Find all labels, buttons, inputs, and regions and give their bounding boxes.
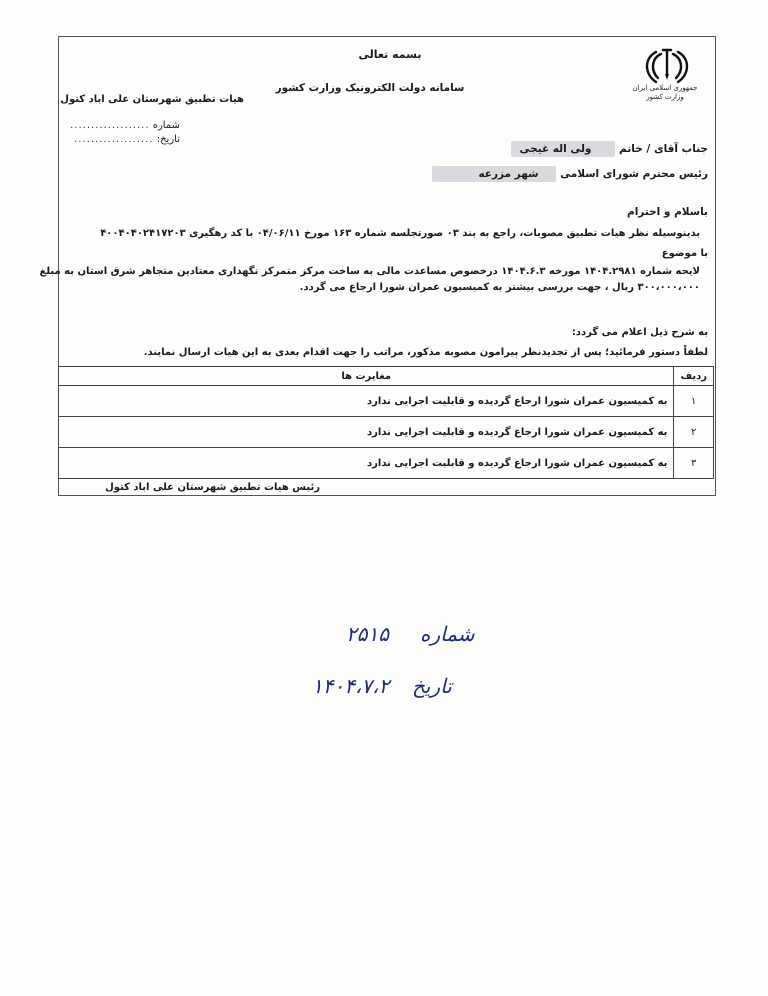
reference-line: بدینوسیله نظر هیات تطبیق مصوبات، راجع به بند ۰۳ صورتجلسه شماره ۱۶۳ مورخ ۰۴/۰۶/۱۱ با کد رهگیری ۴۰۰۴۰۴۰۲۴۱۷۲۰۳ bbox=[100, 228, 700, 239]
table-row bbox=[59, 417, 714, 448]
row-index: ۳ bbox=[674, 448, 714, 479]
handwritten-date: ۱۴۰۴،۷،۲ bbox=[312, 674, 390, 698]
row-text: به کمیسیون عمران شورا ارجاع گردیده و قابلیت اجرایی ندارد bbox=[59, 448, 674, 479]
subject-line-1: لایحه شماره ۱۴۰۴.۲۹۸۱ مورخه ۱۴۰۴.۶.۳ درخصوص مساعدت مالی به ساخت مرکز متمرکز نگهداری معتادین متجاهر شرق استان به مبلغ bbox=[39, 266, 700, 277]
date-label: تاریخ: bbox=[156, 134, 180, 145]
recipient-line bbox=[420, 143, 708, 155]
table-header-row bbox=[59, 367, 714, 386]
recipient-name: ولی اله غیجی bbox=[511, 141, 615, 157]
subject-label: با موضوع bbox=[661, 248, 708, 259]
salutation: جناب آقای / خانم bbox=[619, 143, 708, 155]
number-label: شماره bbox=[152, 120, 180, 131]
row-text: به کمیسیون عمران شورا ارجاع گردیده و قابلیت اجرایی ندارد bbox=[59, 386, 674, 417]
row-index: ۲ bbox=[674, 417, 714, 448]
board-name: هیات تطبیق شهرستان علی اباد کتول bbox=[60, 94, 244, 105]
recipient-role: رئیس محترم شورای اسلامی bbox=[560, 168, 708, 180]
row-index: ۱ bbox=[674, 386, 714, 417]
request-line: لطفاً دستور فرمائید؛ پس از تجدیدنظر پیرامون مصوبه مذکور، مراتب را جهت اقدام بعدی به این هیات ارسال نمایند. bbox=[143, 347, 708, 358]
emblem-caption: جمهوری اسلامی ایران وزارت کشور bbox=[632, 84, 698, 101]
table-row bbox=[59, 448, 714, 479]
handwritten-number: ۲۵۱۵ bbox=[346, 622, 389, 646]
greeting: باسلام و احترام bbox=[627, 206, 708, 218]
handwritten-date-label: تاریخ bbox=[412, 674, 452, 698]
date-value: ................... bbox=[74, 134, 154, 145]
subject-line-2: ۳۰۰،۰۰۰،۰۰۰ ریال ، جهت بررسی بیشتر به کمیسیون عمران شورا ارجاع می گردد. bbox=[299, 282, 700, 293]
handwritten-number-label: شماره bbox=[420, 622, 475, 646]
table-row bbox=[59, 386, 714, 417]
recipient-role-line bbox=[440, 168, 708, 180]
row-text: به کمیسیون عمران شورا ارجاع گردیده و قابلیت اجرایی ندارد bbox=[59, 417, 674, 448]
column-header-discrepancies: مغایرت ها bbox=[59, 367, 674, 386]
number-value: ................... bbox=[70, 120, 150, 131]
system-title: سامانه دولت الکترونیک وزارت کشور bbox=[275, 82, 465, 94]
number-row bbox=[70, 120, 180, 131]
date-row bbox=[70, 134, 180, 145]
announce-line: به شرح ذیل اعلام می گردد: bbox=[571, 327, 708, 338]
discrepancy-table bbox=[58, 366, 714, 479]
column-header-index: ردیف bbox=[674, 367, 714, 386]
signer-title: رئیس هیات تطبیق شهرستان علی اباد کتول bbox=[105, 482, 320, 493]
basmala: بسمه تعالی bbox=[358, 48, 422, 61]
recipient-city: شهر مزرعه bbox=[432, 166, 556, 182]
